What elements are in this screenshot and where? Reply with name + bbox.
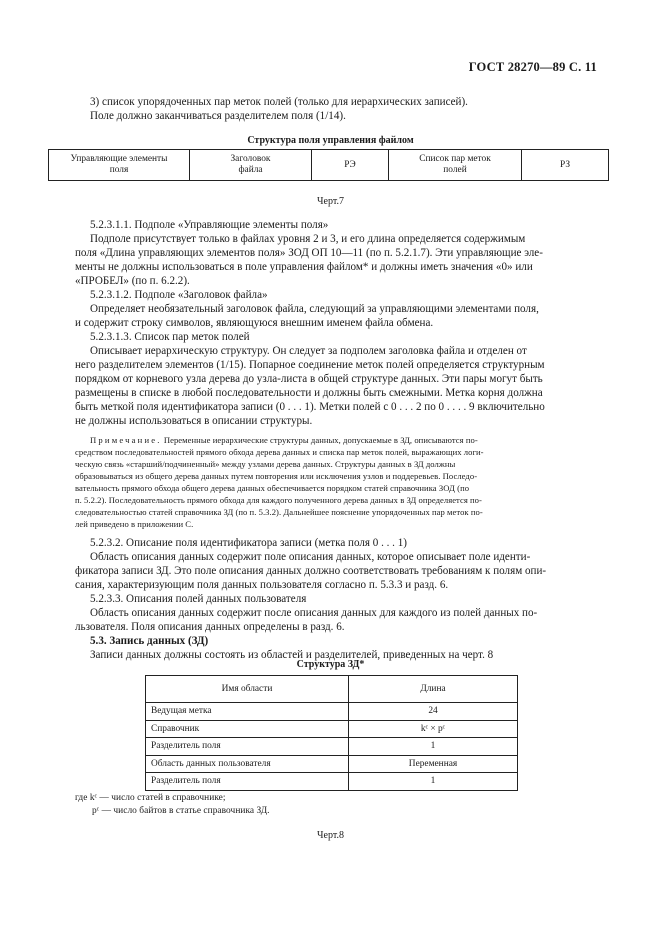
- data-record-structure-table: [145, 675, 518, 791]
- section-heading: 5.2.3.1.2. Подполе «Заголовок файла»: [90, 289, 268, 301]
- body-line: сания, характеризующим поля данных пользователя согласно п. 5.3.3 и разд. 6.: [75, 579, 449, 591]
- table1-caption: Структура поля управления файлом: [247, 135, 414, 146]
- body-line: фикатора записи ЗД. Это поле описания данных должно соответствовать требованиям к полям опи-: [75, 565, 547, 577]
- figure-label: Черт.8: [317, 830, 344, 841]
- body-line: Определяет необязательный заголовок файла, следующий за управляющими элементами поля,: [90, 303, 539, 315]
- note-line: образовываться из общего дерева данных путем повторения или исключения узлов и поддеревьев. Последо-: [75, 471, 478, 481]
- body-line: и содержит строку символов, являющуюся внешним именем файла обмена.: [75, 317, 434, 329]
- table1-cell: РЗ: [522, 150, 609, 181]
- table2-cell: Разделитель поля: [146, 773, 349, 791]
- table-row: [146, 755, 518, 773]
- table-row: [146, 703, 518, 721]
- note-line: ческую связь «старший/подчиненный» между узлами дерева данных. Структуры данных в ЗД должны: [75, 459, 456, 469]
- body-line: поля «Длина управляющих элементов поля» ЗОД ОП 10—11 (по п. 5.2.1.7). Эти управляющие эле-: [75, 247, 543, 259]
- section-heading: 5.2.3.2. Описание поля идентификатора записи (метка поля 0 . . . 1): [90, 537, 407, 549]
- table1-cell: Управляющие элементы поля: [49, 150, 190, 181]
- body-line: порядком от корневого узла дерева до узла-листа в общей структуре данных. Эти пары могут быть: [75, 373, 543, 385]
- legend-line: pᶜ — число байтов в статье справочника ЗД.: [92, 806, 270, 816]
- table2-cell: Ведущая метка: [146, 703, 349, 721]
- intro-line: 3) список упорядоченных пар меток полей (только для иерархических записей).: [90, 96, 468, 108]
- table1-cell: Список пар меток полей: [389, 150, 522, 181]
- note-line: Примечание. Переменные иерархические структуры данных, допускаемые в ЗД, описываются по-: [90, 435, 478, 445]
- body-line: быть меткой поля идентификатора записи (0 . . . 1). Метки полей с 0 . . . 2 по 0 . . . . 9 включительно: [75, 401, 545, 413]
- intro-line: Поле должно заканчиваться разделителем поля (1/14).: [90, 110, 346, 122]
- section-heading: 5.3. Запись данных (ЗД): [90, 635, 209, 647]
- body-line: льзователя. Поля описания данных определены в разд. 6.: [75, 621, 345, 633]
- body-line: Подполе присутствует только в файлах уровня 2 и 3, и его длина определяется содержимым: [90, 233, 526, 245]
- table2-cell: Переменная: [349, 755, 518, 773]
- page-header: ГОСТ 28270—89 С. 11: [468, 60, 597, 74]
- figure-label: Черт.7: [317, 196, 344, 207]
- note-line: п. 5.2.2). Последовательность прямого обхода для каждого полученного дерева данных в ЗД определяется по-: [75, 495, 482, 505]
- table2-cell: 1: [349, 773, 518, 791]
- table2-cell: kᶜ × pᶜ: [349, 720, 518, 738]
- legend-line: где kᶜ — число статей в справочнике;: [75, 793, 226, 803]
- note-label: Примечание.: [90, 435, 162, 445]
- table1-cell: Заголовок файла: [190, 150, 312, 181]
- table-row: [146, 720, 518, 738]
- table2-cell: 24: [349, 703, 518, 721]
- section-heading: 5.2.3.1.1. Подполе «Управляющие элементы поля»: [90, 219, 329, 231]
- section-heading: 5.2.3.1.3. Список пар меток полей: [90, 331, 250, 343]
- body-line: Область описания данных содержит после описания данных для каждого из полей данных по-: [90, 607, 538, 619]
- table2-cell: Разделитель поля: [146, 738, 349, 756]
- table2-header: Имя области: [146, 676, 349, 703]
- body-line: менты не должны использоваться в поле управления файлом* и должны иметь значения «0» или: [75, 261, 533, 273]
- section-heading: 5.2.3.3. Описания полей данных пользователя: [90, 593, 307, 605]
- body-line: не должны использоваться в описании структуры.: [75, 415, 313, 427]
- note-line: следовательностью статей справочника ЗД (по п. 5.3.2). Дальнейшее пояснение упорядоченных пар меток по-: [75, 507, 483, 517]
- table2-cell: 1: [349, 738, 518, 756]
- body-line: размещены в списке в любой последовательности и должны быть смежными. Метка корня должна: [75, 387, 543, 399]
- table2-cell: Область данных пользователя: [146, 755, 349, 773]
- table2-header: Длина: [349, 676, 518, 703]
- table-row: [146, 773, 518, 791]
- note-line: вательность прямого обхода общего дерева данных обеспечивается порядком статей справочника ЗОД (по: [75, 483, 470, 493]
- note-line: лей приведено в приложении С.: [75, 519, 194, 529]
- table2-cell: Справочник: [146, 720, 349, 738]
- body-line: Описывает иерархическую структуру. Он следует за подполем заголовка файла и отделен от: [90, 345, 527, 357]
- note-line: средством последовательностей прямого обхода дерева данных и списка пар меток полей, выражающих логи-: [75, 447, 484, 457]
- file-control-field-table: [48, 149, 609, 181]
- body-line: Записи данных должны состоять из областей и разделителей, приведенных на черт. 8: [90, 649, 494, 661]
- table1-cell: РЭ: [312, 150, 389, 181]
- body-line: Область описания данных содержит поле описания данных, которое описывает поле иденти-: [90, 551, 531, 563]
- table2-caption: Структура ЗД*: [296, 659, 365, 670]
- body-line: него разделителем элементов (1/15). Попарное соединение меток полей определяется структурным: [75, 359, 545, 371]
- table-row: [146, 738, 518, 756]
- body-line: «ПРОБЕЛ» (по п. 6.2.2).: [75, 275, 190, 287]
